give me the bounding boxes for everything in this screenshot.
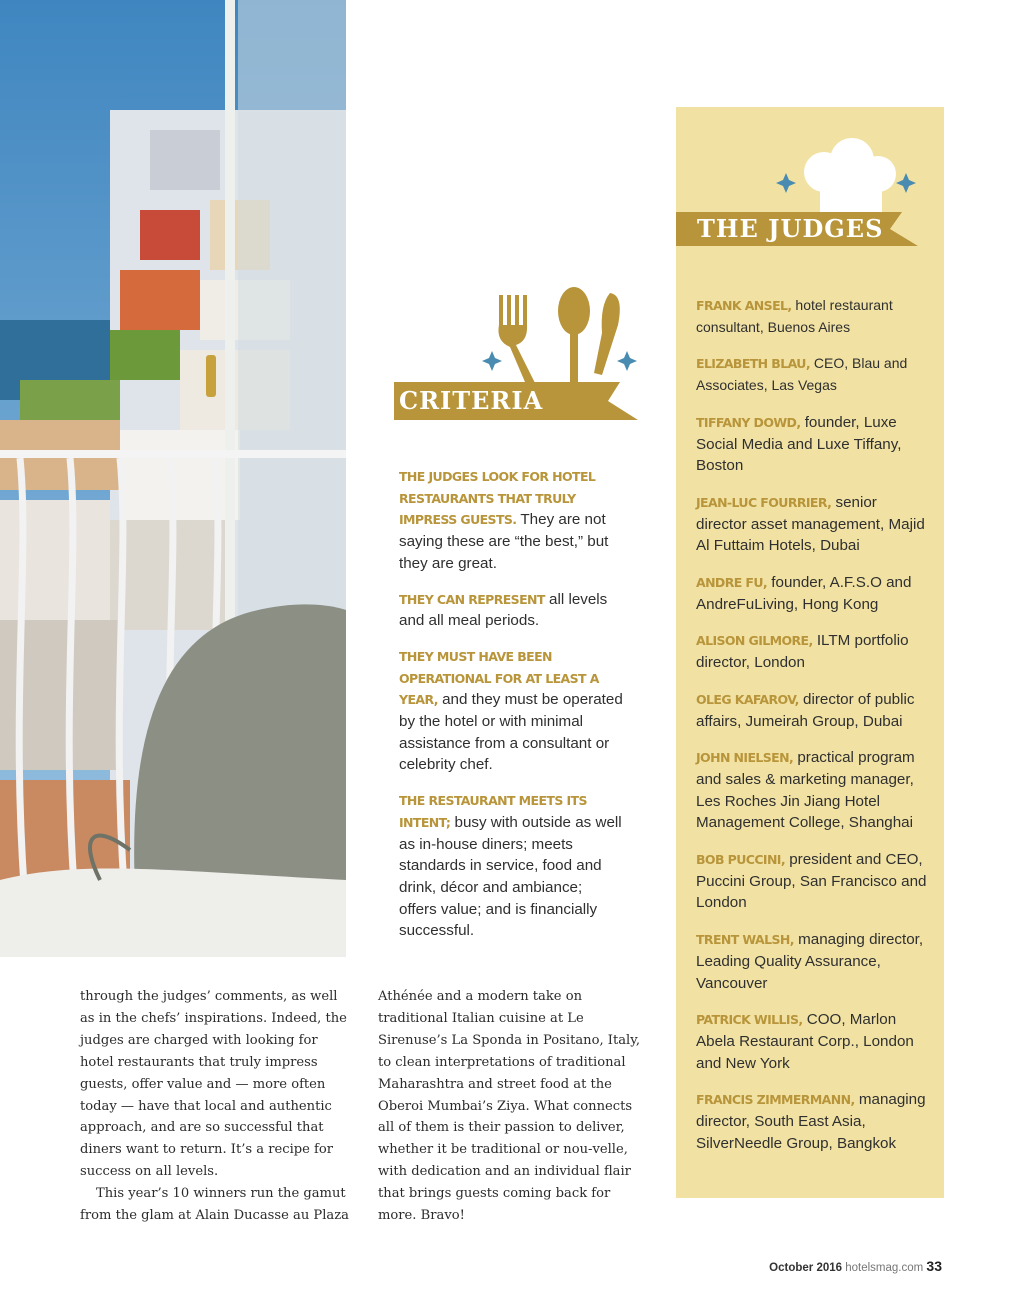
criteria-lead: THE RESTAURANT MEETS ITS INTENT; [399,793,587,830]
judges-title: THE JUDGES [697,214,884,243]
criteria-lead: THE JUDGES LOOK FOR HOTEL RESTAURANTS THAT TRULY IMPRESS GUESTS. [399,469,596,528]
page-footer [769,1258,942,1274]
judge-entry [696,412,928,477]
judge-name: PATRICK WILLIS, [696,1012,803,1028]
criteria-item [399,646,624,776]
judge-entry [696,849,928,914]
judge-role: ILTM portfolio director, London [696,632,909,672]
body-paragraph: This year’s 10 winners run the gamut from the glam at Alain Ducasse au Plaza [80,1186,349,1224]
judge-entry [696,1089,928,1154]
judge-name: TRENT WALSH, [696,932,794,948]
judge-entry [696,929,928,994]
judge-entry [696,1009,928,1074]
judge-entry [696,747,928,834]
judge-role: managing director, South East Asia, SilverNeedle Group, Bangkok [696,1091,926,1152]
judge-role: practical program and sales & marketing manager, Les Roches Jin Jiang Hotel Management College, Shanghai [696,749,915,832]
judge-entry [696,689,928,732]
judge-name: FRANK ANSEL, [696,298,792,313]
hotel-balcony-photo [0,0,346,957]
judge-name: BOB PUCCINI, [696,852,786,868]
judge-name: TIFFANY DOWD, [696,414,801,430]
judge-name: ELIZABETH BLAU, [696,356,810,372]
judge-role: founder, Luxe Social Media and Luxe Tiffany, Boston [696,413,902,475]
footer-date: October 2016 [769,1262,843,1274]
criteria-text: and they must be operated by the hotel or with minimal assistance from a consultant or celebrity chef. [399,691,623,774]
criteria-item [399,466,624,575]
judge-entry [696,353,928,396]
criteria-item [399,589,624,632]
criteria-text: all levels and all meal periods. [399,590,608,630]
judge-role: senior director asset management, Majid Al Futtaim Hotels, Dubai [696,493,925,555]
judge-name: FRANCIS ZIMMERMANN, [696,1092,855,1108]
page-number: 33 [926,1258,942,1274]
judge-role: president and CEO, Puccini Group, San Francisco and London [696,851,927,912]
criteria-item [399,790,624,942]
judge-entry [696,295,928,338]
body-paragraph: Athénée and a modern take on traditional Italian cuisine at Le Sirenuse’s La Sponda in Positano, Italy, to clean interpretations of traditional Maharashtra and street food at the Oberoi Mumbai’s Ziya. What connects all of them is their passion to deliver, whether it be traditional or nou-velle, with dedication and an individual flair that brings guests coming back for more. Bravo! [378,989,641,1224]
criteria-list [399,466,624,956]
body-column-2 [378,986,648,1227]
judge-name: OLEG KAFAROV, [696,691,799,707]
judge-role: COO, Marlon Abela Restaurant Corp., London and New York [696,1011,914,1072]
footer-site: hotelsmag.com [845,1262,924,1274]
judge-entry [696,572,928,615]
criteria-title: CRITERIA [399,386,544,415]
judge-role: CEO, Blau and Associates, Las Vegas [696,355,908,394]
criteria-text: They are not saying these are “the best,” but they are great. [399,511,609,572]
judge-entry [696,630,928,673]
body-column-1 [80,986,352,1227]
criteria-lead: THEY MUST HAVE BEEN OPERATIONAL FOR AT LEAST A YEAR, [399,648,599,708]
cutlery-icon [482,285,642,397]
criteria-text: busy with outside as well as in-house diners; meets standards in service, food and drink, décor and ambiance; offers value; and is financially successful. [399,813,622,940]
judge-role: director of public affairs, Jumeirah Group, Dubai [696,690,915,730]
judge-name: JEAN-LUC FOURRIER, [696,494,832,510]
judge-role: founder, A.F.S.O and AndreFuLiving, Hong Kong [696,574,912,613]
criteria-lead: THEY CAN REPRESENT [399,591,545,607]
judge-role: hotel restaurant consultant, Buenos Aires [696,297,893,335]
judge-name: ANDRE FU, [696,575,768,591]
judge-role: managing director, Leading Quality Assurance, Vancouver [696,931,924,992]
judge-name: ALISON GILMORE, [696,633,813,649]
judge-name: JOHN NIELSEN, [696,750,794,766]
judge-entry [696,492,928,557]
judges-list [696,295,928,1170]
body-paragraph: through the judges’ comments, as well as in the chefs’ inspirations. Indeed, the judges are charged with looking for hotel restaurants that truly impress guests, offer value and — more often today — have that local and authentic approach, and are so successful that diners want to return. It’s a recipe for success on all levels. [80,989,347,1180]
chef-hat-icon [776,138,926,218]
